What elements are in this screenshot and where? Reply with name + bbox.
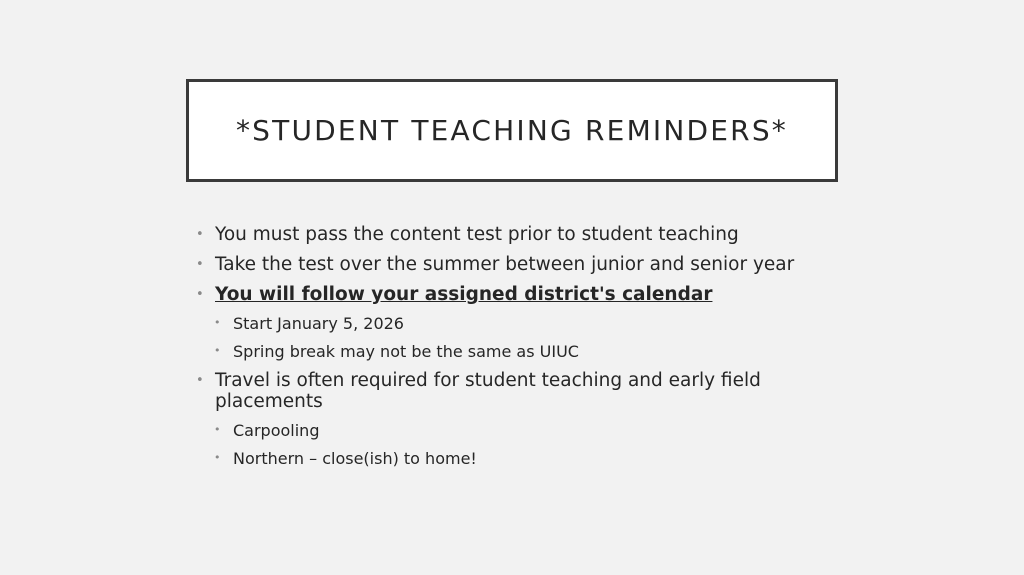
- bullet-item: [195, 224, 815, 245]
- bullet-item: [195, 254, 815, 275]
- bullet-item-emphasized: [195, 284, 815, 305]
- sub-bullet-text: Carpooling: [233, 421, 320, 440]
- bullet-text: Take the test over the summer between junior and senior year: [215, 254, 795, 275]
- bullet-icon: •: [214, 451, 221, 464]
- sub-bullet-item: [195, 449, 815, 469]
- bullet-icon: •: [196, 257, 204, 272]
- bullet-item: [195, 370, 815, 412]
- bullet-icon: •: [196, 287, 204, 302]
- sub-bullet-item: [195, 342, 815, 362]
- sub-bullet-item: [195, 314, 815, 334]
- bullet-text: You must pass the content test prior to student teaching: [215, 224, 739, 245]
- bullet-icon: •: [214, 344, 221, 357]
- slide-title: *STUDENT TEACHING REMINDERS*: [235, 114, 789, 147]
- bullet-icon: •: [214, 316, 221, 329]
- bullet-icon: •: [196, 373, 204, 388]
- bullet-text: Travel is often required for student teaching and early field placements: [215, 370, 761, 412]
- sub-bullet-text: Northern – close(ish) to home!: [233, 449, 477, 468]
- sub-bullet-text: Spring break may not be the same as UIUC: [233, 342, 579, 361]
- sub-bullet-item: [195, 421, 815, 441]
- sub-bullet-text: Start January 5, 2026: [233, 314, 404, 333]
- bullet-icon: •: [214, 423, 221, 436]
- bullet-text: You will follow your assigned district's calendar: [215, 284, 713, 305]
- bullet-icon: •: [196, 227, 204, 242]
- title-box: [186, 79, 838, 182]
- bullet-list: [195, 224, 815, 469]
- slide-content: [195, 224, 815, 477]
